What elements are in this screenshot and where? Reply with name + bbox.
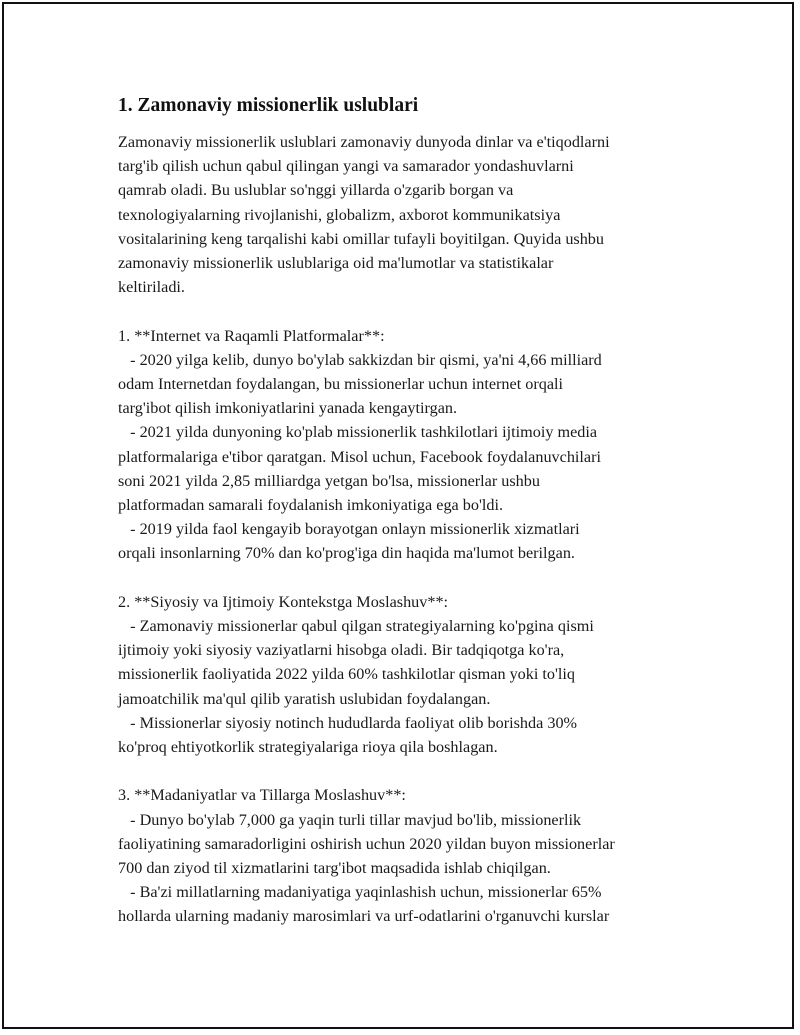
text-line: - 2020 yilga kelib, dunyo bo'ylab sakkizdan bir qismi, ya'ni 4,66 milliard <box>118 350 602 369</box>
text-line: qamrab oladi. Bu uslublar so'nggi yillarda o'zgarib borgan va <box>118 181 514 200</box>
list-item-cultures <box>118 783 688 928</box>
text-line: faoliyatining samaradorligini oshirish uchun 2020 yildan buyon missionerlar <box>118 834 615 853</box>
section-heading: 1. Zamonaviy missionerlik uslublari <box>118 95 419 116</box>
text-line: platformadan samarali foydalanish imkoniyatiga ega bo'ldi. <box>118 496 504 515</box>
intro-paragraph <box>118 130 688 299</box>
text-line: - 2019 yilda faol kengayib borayotgan onlayn missionerlik xizmatlari <box>118 520 580 539</box>
list-item-title: 3. **Madaniyatlar va Tillarga Moslashuv**: <box>118 786 406 805</box>
list-item-title: 2. **Siyosiy va Ijtimoiy Kontekstga Moslashuv**: <box>118 592 449 611</box>
list-item-internet <box>118 324 688 566</box>
blank-line <box>118 299 688 323</box>
text-line: 700 dan ziyod til xizmatlarini targ'ibot maqsadida ishlab chiqilgan. <box>118 859 551 878</box>
text-line: - 2021 yilda dunyoning ko'plab missionerlik tashkilotlari ijtimoiy media <box>118 423 598 442</box>
text-line: - Dunyo bo'ylab 7,000 ga yaqin turli tillar mavjud bo'lib, missionerlik <box>118 810 582 829</box>
document-content <box>118 94 688 929</box>
list-item-title: 1. **Internet va Raqamli Platformalar**: <box>118 326 385 345</box>
text-line: texnologiyalarning rivojlanishi, globalizm, axborot kommunikatsiya <box>118 205 561 224</box>
text-line: keltiriladi. <box>118 278 185 297</box>
text-line: zamonaviy missionerlik uslublariga oid ma'lumotlar va statistikalar <box>118 254 554 273</box>
text-line: soni 2021 yilda 2,85 milliardga yetgan bo'lsa, missionerlar ushbu <box>118 471 540 490</box>
blank-line <box>118 566 688 590</box>
text-line: targ'ibot qilish imkoniyatlarini yanada kengaytirgan. <box>118 399 458 418</box>
list-item-politics <box>118 590 688 759</box>
text-line: - Ba'zi millatlarning madaniyatiga yaqinlashish uchun, missionerlar 65% <box>118 883 602 902</box>
text-line: targ'ib qilish uchun qabul qilingan yangi va samarador yondashuvlarni <box>118 157 574 176</box>
text-line: vositalarining keng tarqalishi kabi omillar tufayli boyitilgan. Quyida ushbu <box>118 229 604 248</box>
text-line: odam Internetdan foydalangan, bu missionerlar uchun internet orqali <box>118 375 564 394</box>
text-line: ijtimoiy yoki siyosiy vaziyatlarni hisobga oladi. Bir tadqiqotga ko'ra, <box>118 641 565 660</box>
text-line: hollarda ularning madaniy marosimlari va urf-odatlarini o'rganuvchi kurslar <box>118 907 610 926</box>
text-line: orqali insonlarning 70% dan ko'prog'iga din haqida ma'lumot berilgan. <box>118 544 575 563</box>
text-line: Zamonaviy missionerlik uslublari zamonaviy dunyoda dinlar va e'tiqodlarni <box>118 133 610 151</box>
blank-line <box>118 759 688 783</box>
text-line: missionerlik faoliyatida 2022 yilda 60% tashkilotlar qisman yoki to'liq <box>118 665 576 684</box>
text-line: jamoatchilik ma'qul qilib yaratish uslubidan foydalangan. <box>118 689 491 708</box>
text-line: platformalariga e'tibor qaratgan. Misol uchun, Facebook foydalanuvchilari <box>118 447 601 466</box>
text-line: - Missionerlar siyosiy notinch hududlarda faoliyat olib borishda 30% <box>118 713 578 732</box>
text-line: - Zamonaviy missionerlar qabul qilgan strategiyalarning ko'pgina qismi <box>118 617 594 636</box>
text-line: ko'proq ehtiyotkorlik strategiyalariga rioya qila boshlagan. <box>118 738 498 757</box>
